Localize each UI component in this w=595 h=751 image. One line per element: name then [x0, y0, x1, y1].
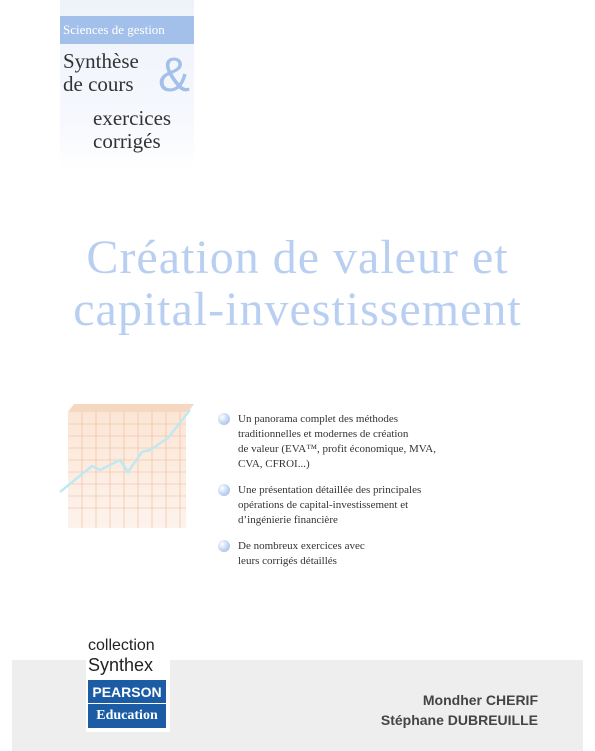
feature-item-exercices: De nombreux exercices avec leurs corrigés détaillés [216, 539, 506, 569]
author-2: Stéphane DUBREUILLE [380, 712, 538, 728]
feature-list [216, 412, 506, 580]
box-top-face [68, 404, 194, 412]
series-box [60, 0, 194, 170]
series-line-synthese: Synthèse [63, 49, 139, 73]
ampersand-mark: & [158, 49, 191, 102]
bullet-dot-icon [218, 540, 230, 552]
series-line-corriges: corrigés [93, 129, 161, 153]
collection-name: Synthex [88, 655, 154, 675]
feature-item-presentation: Une présentation détaillée des principales opérations de capital-investissement et d’ingénierie financière [216, 483, 506, 528]
book-title-line2: capital-investissement [73, 283, 522, 336]
logo-education-text: Education [96, 708, 158, 723]
series-line-exercices: exercices [93, 106, 172, 130]
collection-label: collection [88, 637, 155, 654]
bullet-dot-icon [218, 413, 230, 425]
author-1: Mondher CHERIF [422, 692, 538, 708]
growth-chart-illustration [58, 400, 194, 530]
book-title-line1: Création de valeur et [86, 231, 509, 284]
series-band: Sciences de gestion [60, 16, 194, 44]
logo-pearson-text: PEARSON [88, 680, 166, 704]
feature-item-panorama: Un panorama complet des méthodes traditionnelles et modernes de création de valeur (EVA™, profit économique, MVA, CVA, CFROI...) [216, 412, 506, 472]
book-title [0, 232, 595, 336]
bullet-dot-icon [218, 484, 230, 496]
collection-block [86, 636, 170, 732]
pearson-logo [88, 680, 166, 728]
series-line-de-cours: de cours [63, 72, 134, 96]
